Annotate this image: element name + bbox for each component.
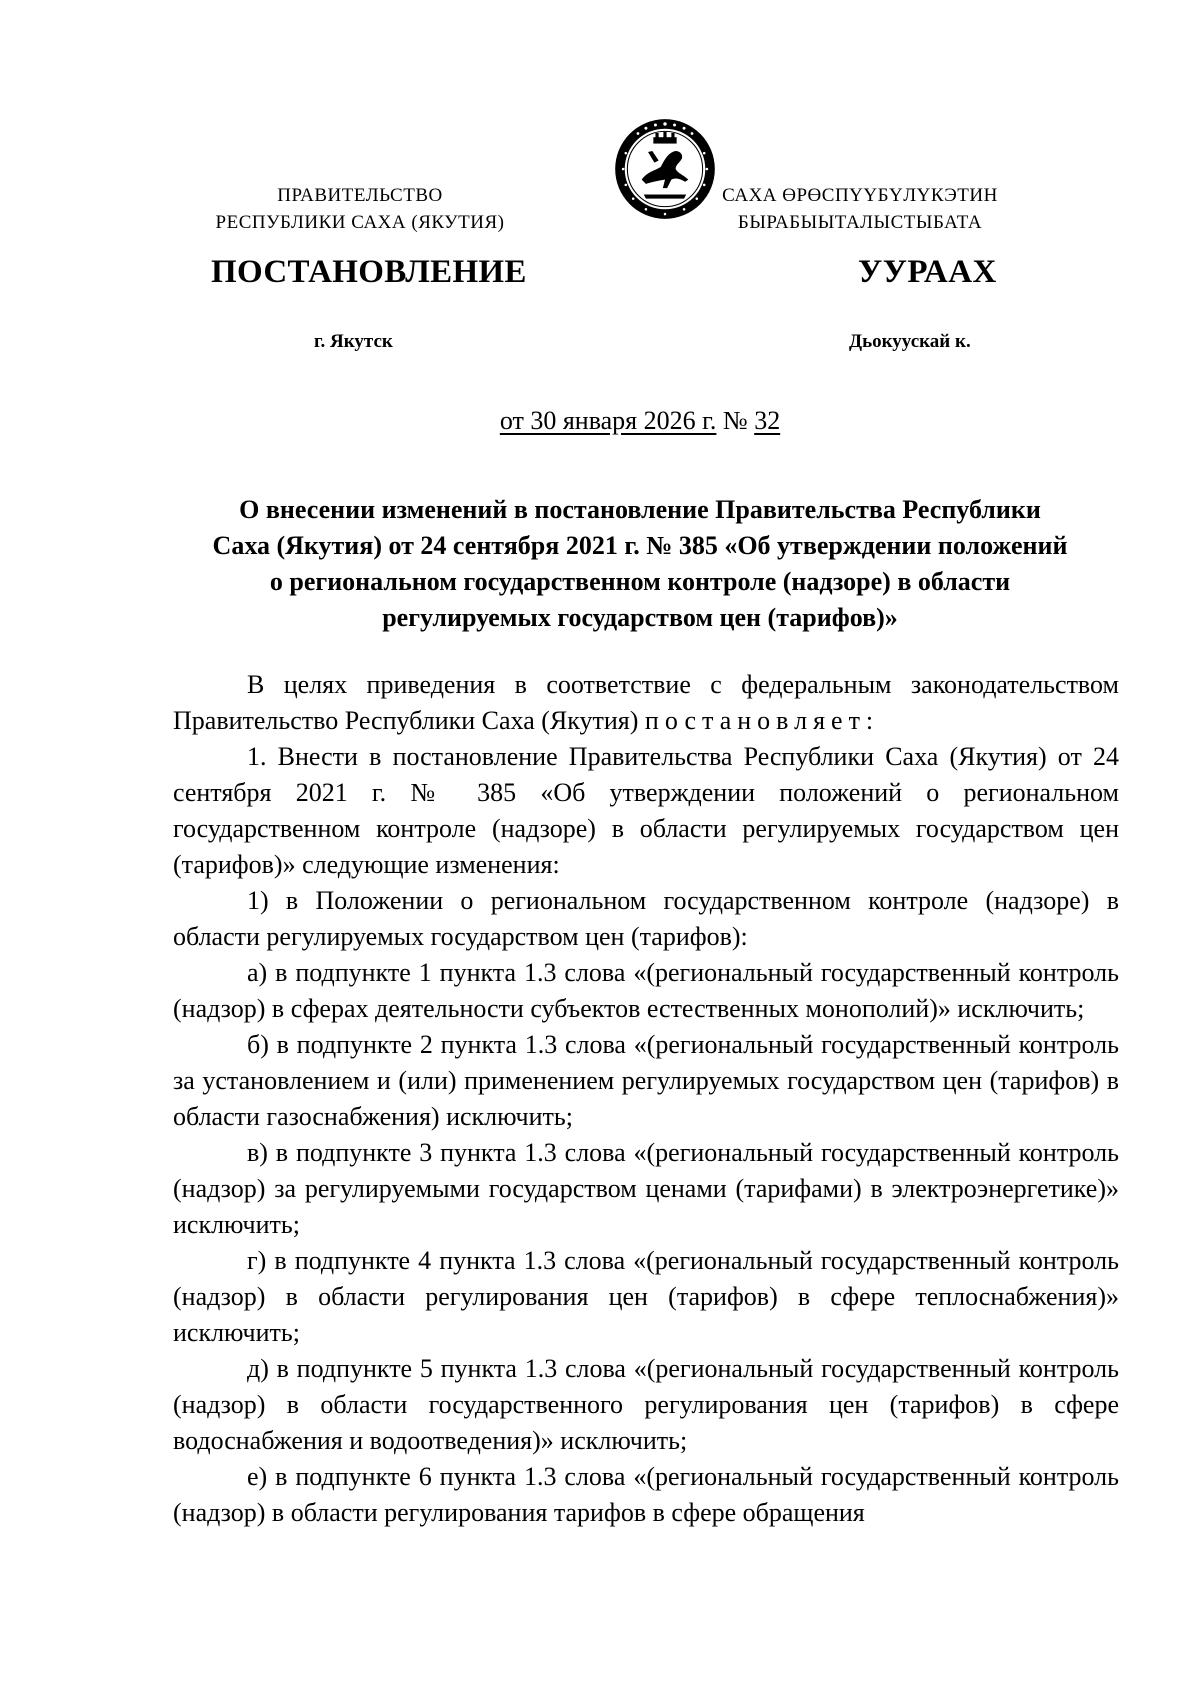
document-title (160, 492, 1120, 636)
doc-type-ru: ПОСТАНОВЛЕНИЕ (211, 254, 527, 290)
subitem-a: а) в подпункте 1 пункта 1.3 слова «(региональный государственный контроль (надзор) в сферах деятельности субъектов естественных монополий)» исключить; (173, 958, 1119, 1023)
subitem-g: г) в подпункте 4 пункта 1.3 слова «(региональный государственный контроль (надзор) в области регулирования цен (тарифов) в сфере теплоснабжения)» исключить; (173, 1246, 1119, 1347)
subitem-b: б) в подпункте 2 пункта 1.3 слова «(региональный государственный контроль за установлением и (или) применением регулируемых государством цен (тарифов) в области газоснабжения) исключить; (173, 1030, 1119, 1131)
left-org-line2: РЕСПУБЛИКИ САХА (ЯКУТИЯ) (215, 212, 505, 233)
document-number: 32 (754, 406, 781, 435)
right-org-line2: БЫРАБЫЫТАЛЫСТЫБАТА (737, 212, 983, 233)
city-ru: г. Якутск (314, 331, 393, 352)
resolves-word: постановляет: (644, 706, 880, 735)
date-number-line (0, 405, 1200, 437)
right-org-name (620, 182, 1100, 236)
document-body (173, 667, 1119, 1531)
city-sah: Дьокуускай к. (849, 331, 971, 352)
title-line-3: о региональном государственном контроле (надзоре) в области (269, 567, 1011, 596)
left-org-name (120, 182, 600, 236)
title-line-4: регулируемых государством цен (тарифов)» (382, 603, 898, 632)
subitem-d: д) в подпункте 5 пункта 1.3 слова «(региональный государственный контроль (надзор) в области государственного регулирования цен (тарифов) в сфере водоснабжения и водоотведения)» исключить; (173, 1354, 1119, 1455)
subitem-v: в) в подпункте 3 пункта 1.3 слова «(региональный государственный контроль (надзор) за регулируемыми государством ценами (тарифами) в электроэнергетике)» исключить; (173, 1138, 1119, 1239)
item-1: 1. Внести в постановление Правительства Республики Саха (Якутия) от 24 сентября 2021 г. № 385 «Об утверждении положений о региональном государственном контроле (надзоре) в области регулируемых государством цен (тарифов)» следующие изменения: (173, 742, 1119, 879)
item-1-1: 1) в Положении о региональном государственном контроле (надзоре) в области регулируемых государством цен (тарифов): (173, 886, 1119, 951)
title-line-1: О внесении изменений в постановление Правительства Республики (239, 495, 1041, 524)
subitem-e: е) в подпункте 6 пункта 1.3 слова «(региональный государственный контроль (надзор) в области регулирования тарифов в сфере обращения (173, 1462, 1119, 1527)
left-org-line1: ПРАВИТЕЛЬСТВО (277, 185, 443, 206)
intro-text: В целях приведения в соответствие с федеральным законодательством Правительство Республики Саха (Якутия) (173, 670, 1119, 735)
number-sign: № (722, 406, 748, 435)
doc-type-sah: УУРААХ (858, 254, 997, 290)
intro-paragraph (173, 667, 1119, 739)
right-org-line1: САХА ӨРӨСПҮҮБҮЛҮКЭТИН (722, 185, 998, 206)
title-line-2: Саха (Якутия) от 24 сентября 2021 г. № 385 «Об утверждении положений (212, 531, 1068, 560)
document-date: от 30 января 2026 г. (499, 406, 717, 435)
